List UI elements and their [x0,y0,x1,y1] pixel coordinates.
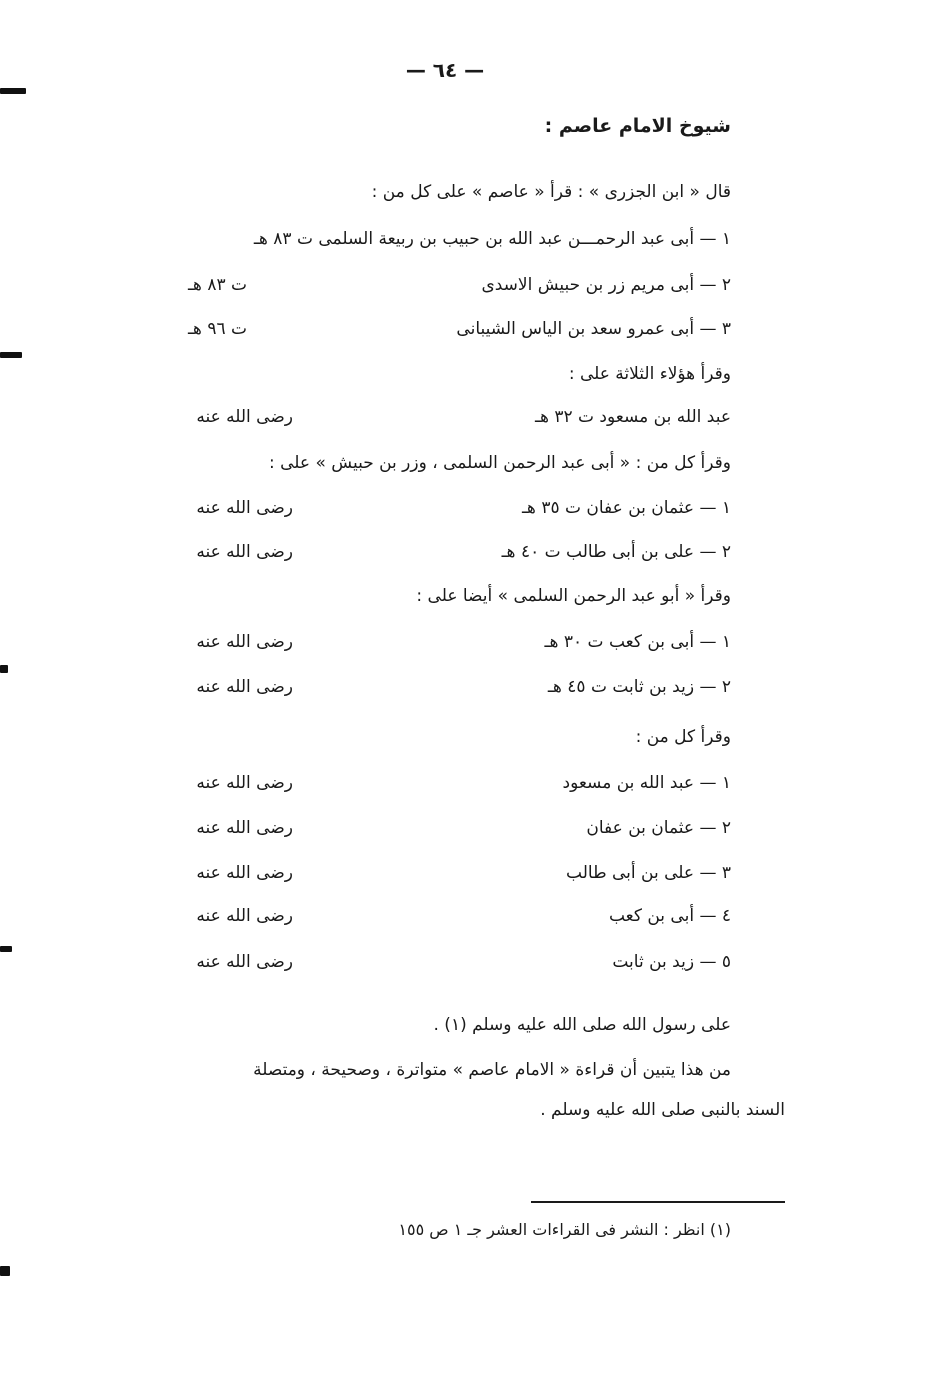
transmission-line: وقرأ هؤلاء الثلاثة على : [568,364,731,384]
blessing-formula: رضى الله عنه [196,863,293,883]
teacher-line: ١ — أبى عبد الرحمـــن عبد الله بن حبيب بن ربيعة السلمى ت ٨٣ هـ [253,229,731,249]
intro-line: قال « ابن الجزرى » : قرأ « عاصم » على كل من : [371,182,731,202]
teacher-line: ٢ — أبى مريم زر بن حبيش الاسدى [481,275,731,295]
companion-line: ٤ — أبى بن كعب [608,906,731,926]
blessing-formula: رضى الله عنه [196,498,293,518]
companion-line: ٢ — زيد بن ثابت ت ٤٥ هـ [547,677,731,697]
companion-line: ١ — عثمان بن عفان ت ٣٥ هـ [521,498,731,518]
companion-line: ٢ — عثمان بن عفان [586,818,731,838]
blessing-formula: رضى الله عنه [196,542,293,562]
teacher-line: ٣ — أبى عمرو سعد بن الياس الشيبانى [456,319,731,339]
scan-mark [0,352,22,358]
footnote: (١) انظر : النشر فى القراءات العشر جـ ١ ص ١٥٥ [398,1220,731,1239]
prophet-line: على رسول الله صلى الله عليه وسلم (١) . [433,1015,731,1035]
companion-line: عبد الله بن مسعود ت ٣٢ هـ [535,407,731,427]
conclusion-line: من هذا يتبين أن قراءة « الامام عاصم » متواترة ، وصحيحة ، ومتصلة [253,1060,731,1080]
page-number: — ٦٤ — [405,58,485,82]
blessing-formula: رضى الله عنه [196,906,293,926]
companion-line: ١ — أبى بن كعب ت ٣٠ هـ [544,632,731,652]
scan-mark [0,665,8,673]
scan-mark [0,1266,10,1276]
blessing-formula: رضى الله عنه [196,632,293,652]
blessing-formula: رضى الله عنه [196,818,293,838]
companion-line: ٢ — على بن أبى طالب ت ٤٠ هـ [501,542,731,562]
section-heading: شيوخ الامام عاصم : [544,115,731,137]
transmission-line: وقرأ كل من : [635,727,731,747]
blessing-formula: رضى الله عنه [196,952,293,972]
death-date: ت ٨٣ هـ [187,275,247,295]
blessing-formula: رضى الله عنه [196,407,293,427]
transmission-line: وقرأ « أبو عبد الرحمن السلمى » أيضا على : [416,586,731,606]
footnote-separator [531,1201,785,1203]
death-date: ت ٩٦ هـ [187,319,247,339]
conclusion-line: السند بالنبى صلى الله عليه وسلم . [540,1100,785,1120]
blessing-formula: رضى الله عنه [196,677,293,697]
scan-mark [0,946,12,952]
companion-line: ٣ — على بن أبى طالب [566,863,731,883]
scan-mark [0,88,26,94]
blessing-formula: رضى الله عنه [196,773,293,793]
transmission-line: وقرأ كل من : « أبى عبد الرحمن السلمى ، وزر بن حبيش » على : [268,453,731,473]
companion-line: ٥ — زيد بن ثابت [612,952,731,972]
companion-line: ١ — عبد الله بن مسعود [562,773,731,793]
